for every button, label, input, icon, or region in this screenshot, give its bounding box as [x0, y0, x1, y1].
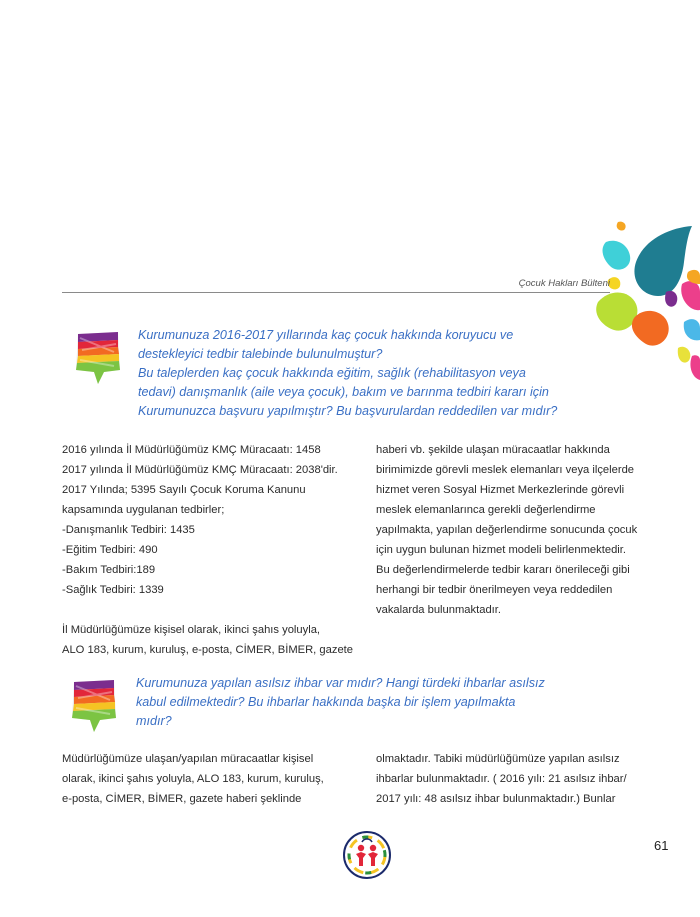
question-line: Bu taleplerden kaç çocuk hakkında eğitim, sağlık (rehabilitasyon veya [138, 366, 526, 380]
section1-question [138, 326, 557, 421]
body-line: hizmet veren Sosyal Hizmet Merkezlerinde görevli [376, 484, 625, 496]
question-line: mıdır? [136, 714, 172, 728]
body-line: -Bakım Tedbiri:189 [62, 564, 156, 576]
question-line: Kurumunuza yapılan asılsız ihbar var mıdır? Hangi türdeki ihbarlar asılsız [136, 676, 545, 690]
body-line: kapsamında uygulanan tedbirler; [62, 504, 225, 516]
body-line: -Sağlık Tedbiri: 1339 [62, 584, 164, 596]
body-line: 2016 yılında İl Müdürlüğümüz KMÇ Müracaatı: 1458 [62, 444, 321, 456]
body-line: ALO 183, kurum, kuruluş, e-posta, CİMER, BİMER, gazete [62, 644, 353, 656]
body-line: e-posta, CİMER, BİMER, gazete haberi şeklinde [62, 793, 302, 805]
section1-right-column [376, 440, 666, 620]
question-line: tedavi) danışmanlık (aile veya çocuk), bakım ve barınma tedbiri kararı için [138, 385, 549, 399]
header-divider [62, 292, 610, 293]
body-line: meslek elemanlarınca gerekli değerlendirme [376, 504, 596, 516]
body-line: 2017 Yılında; 5395 Sayılı Çocuk Koruma Kanunu [62, 484, 306, 496]
body-line: Bu değerlendirmelerde tedbir kararı önerileceği gibi [376, 564, 630, 576]
body-line: -Eğitim Tedbiri: 490 [62, 544, 158, 556]
section2-question [136, 674, 545, 731]
body-line: için uygun bulunan hizmet modeli belirlenmektedir. [376, 544, 626, 556]
section1-left-column [62, 440, 362, 660]
body-line: olmaktadır. Tabiki müdürlüğümüze yapılan asılsız [376, 753, 620, 765]
body-line: birimimizde görevli meslek elemanları veya ilçelerde [376, 464, 635, 476]
section2-right-column [376, 749, 666, 809]
body-line: haberi vb. şekilde ulaşan müracaatlar hakkında [376, 444, 610, 456]
children-rights-logo-icon [342, 830, 392, 880]
body-line: herhangi bir tedbir önerilmeyen veya reddedilen [376, 584, 613, 596]
decorative-splash-icon [588, 218, 700, 383]
body-line: Müdürlüğümüze ulaşan/yapılan müracaatlar kişisel [62, 753, 314, 765]
page-number: 61 [654, 838, 669, 853]
question-line: destekleyici tedbir talebinde bulunulmuştur? [138, 347, 383, 361]
speech-bubble-icon [70, 678, 118, 732]
body-line: İl Müdürlüğümüze kişisel olarak, ikinci şahıs yoluyla, [62, 624, 321, 636]
question-line: Kurumunuzca başvuru yapılmıştır? Bu başvurulardan reddedilen var mıdır? [138, 404, 558, 418]
question-line: kabul edilmektedir? Bu ihbarlar hakkında başka bir işlem yapılmakta [136, 695, 516, 709]
body-line: -Danışmanlık Tedbiri: 1435 [62, 524, 195, 536]
question-line: Kurumunuza 2016-2017 yıllarında kaç çocuk hakkında koruyucu ve [138, 328, 514, 342]
body-line: yapılmakta, yapılan değerlendirme sonucunda çocuk [376, 524, 638, 536]
body-line: olarak, ikinci şahıs yoluyla, ALO 183, kurum, kuruluş, [62, 773, 324, 785]
body-line: ihbarlar bulunmaktadır. ( 2016 yılı: 21 asılsız ihbar/ [376, 773, 627, 785]
speech-bubble-icon [74, 330, 122, 384]
body-line: 2017 yılında İl Müdürlüğümüz KMÇ Müracaatı: 2038'dir. [62, 464, 338, 476]
running-title: Çocuk Hakları Bülteni [518, 278, 610, 289]
section2-left-column [62, 749, 362, 809]
body-line: 2017 yılı: 48 asılsız ihbar bulunmaktadır.) Bunlar [376, 793, 616, 805]
body-line: vakalarda bulunmaktadır. [376, 604, 502, 616]
